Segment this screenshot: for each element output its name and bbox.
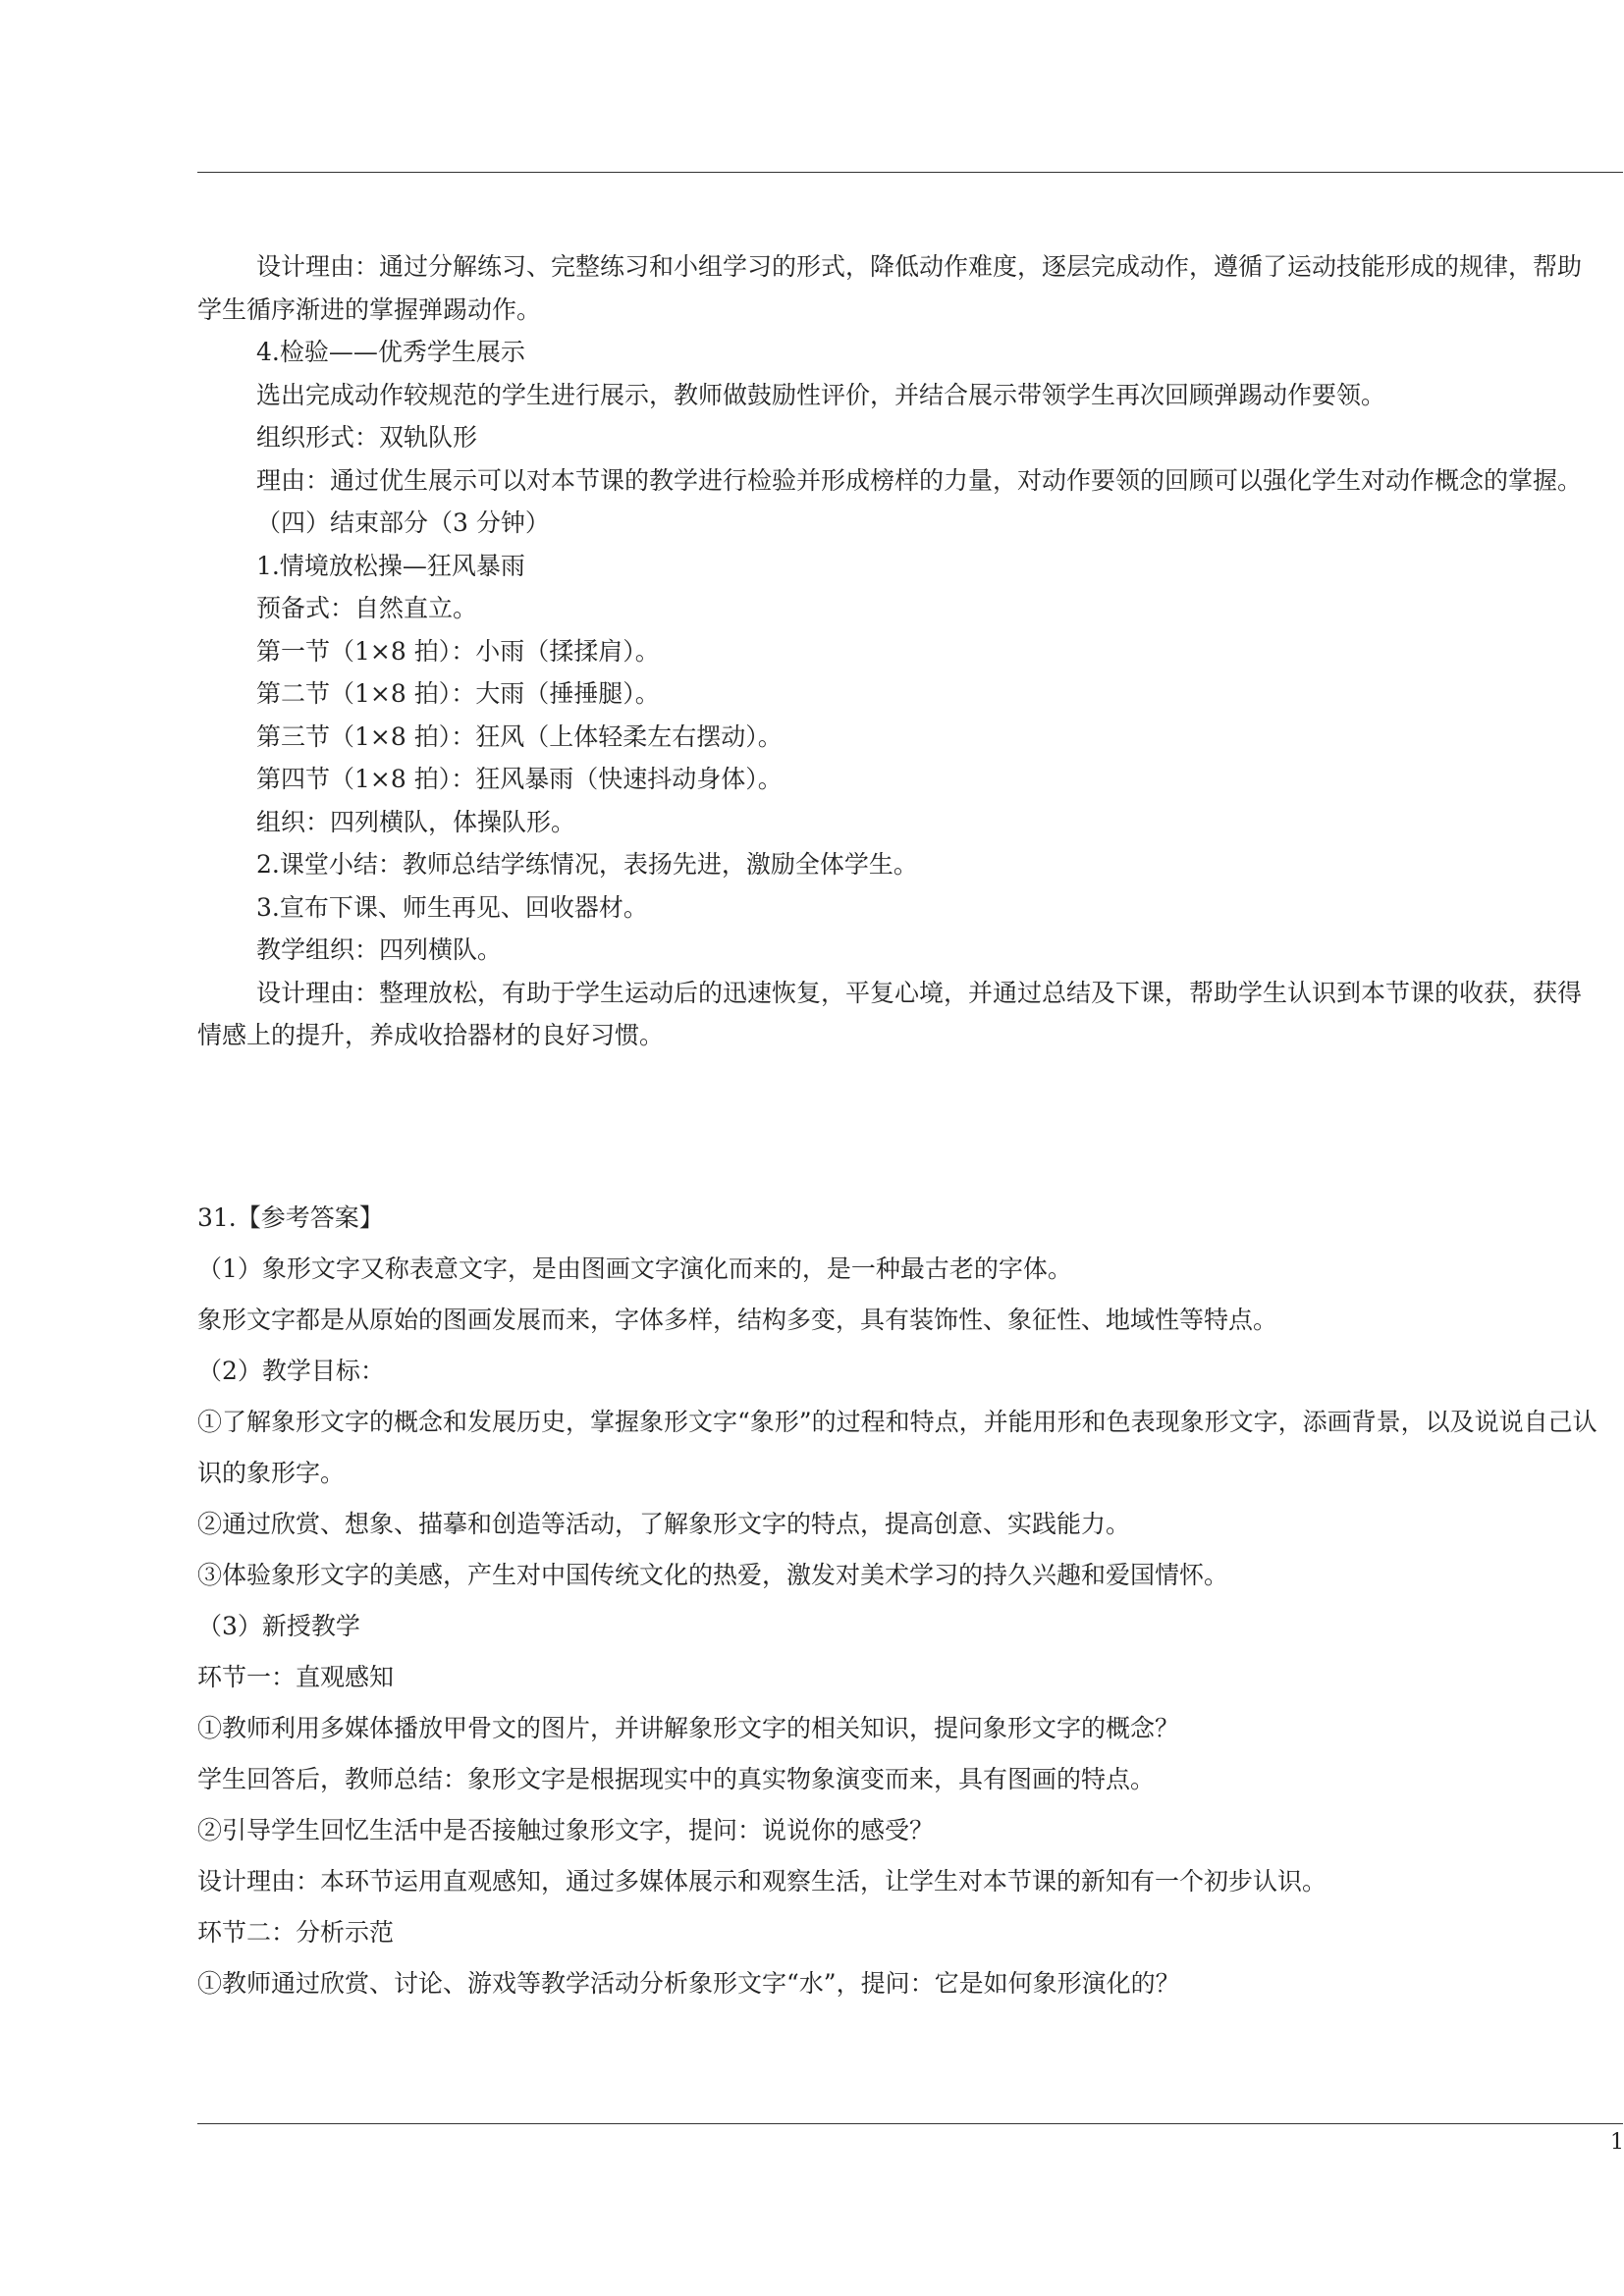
- teaching-organization: 教学组织：四列横队。: [256, 935, 503, 964]
- step-1-reason: 设计理由：本环节运用直观感知，通过多媒体展示和观察生活，让学生对本节课的新知有一个初步认识。: [197, 1867, 1327, 1896]
- section-answer-31: [197, 1193, 1599, 2009]
- step-1-a: ①教师利用多媒体播放甲骨文的图片，并讲解象形文字的相关知识，提问象形文字的概念？: [197, 1714, 1180, 1742]
- section-pe-lesson: [197, 245, 1599, 1057]
- class-summary: 2.课堂小结：教师总结学练情况，表扬先进，激励全体学生。: [256, 850, 918, 879]
- preparation-pose: 预备式：自然直立。: [256, 594, 478, 622]
- answer-q3: （3）新授教学: [197, 1612, 360, 1640]
- paragraph-design-reason-2: 设计理由：整理放松，有助于学生运动后的迅速恢复，平复心境，并通过总结及下课，帮助学生认识到本节课的收获，获得情感上的提升，养成收拾器材的良好习惯。: [197, 978, 1583, 1049]
- answer-q1-detail: 象形文字都是从原始的图画发展而来，字体多样，结构多变，具有装饰性、象征性、地域性等特点。: [197, 1306, 1278, 1334]
- step-1-title: 环节一：直观感知: [197, 1663, 395, 1691]
- goal-2: ②通过欣赏、想象、描摹和创造等活动，了解象形文字的特点，提高创意、实践能力。: [197, 1510, 1131, 1538]
- goal-3: ③体验象形文字的美感，产生对中国传统文化的热爱，激发对美术学习的持久兴趣和爱国情怀。: [197, 1561, 1229, 1589]
- organization-line: 组织：四列横队，体操队形。: [256, 807, 576, 836]
- footer-rule: [197, 2123, 1623, 2124]
- step-2-title: 环节二：分析示范: [197, 1918, 395, 1947]
- section-3-line: 第三节（1×8 拍）：狂风（上体轻柔左右摆动）。: [256, 721, 783, 751]
- step-1-c: ②引导学生回忆生活中是否接触过象形文字，提问：说说你的感受？: [197, 1816, 935, 1844]
- section-2-line: 第二节（1×8 拍）：大雨（捶捶腿）。: [256, 679, 660, 708]
- section-1-line: 第一节（1×8 拍）：小雨（揉揉肩）。: [256, 636, 660, 666]
- item-4-title: 4.检验——优秀学生展示: [256, 338, 525, 366]
- section-4-line: 第四节（1×8 拍）：狂风暴雨（快速抖动身体）。: [256, 765, 783, 793]
- relax-exercise-title: 1.情境放松操—狂风暴雨: [256, 551, 525, 580]
- part-4-heading: （四）结束部分（3 分钟）: [256, 508, 550, 537]
- reason-paragraph: 理由：通过优生展示可以对本节课的教学进行检验并形成榜样的力量，对动作要领的回顾可以强化学生对动作概念的掌握。: [256, 465, 1583, 495]
- paragraph-design-reason-1: 设计理由：通过分解练习、完整练习和小组学习的形式，降低动作难度，逐层完成动作，遵循了运动技能形成的规律，帮助学生循序渐进的掌握弹踢动作。: [197, 252, 1583, 324]
- page-number: 1: [1610, 2130, 1624, 2155]
- step-2-a: ①教师通过欣赏、讨论、游戏等教学活动分析象形文字“水”，提问：它是如何象形演化的？: [197, 1969, 1180, 1998]
- step-1-b: 学生回答后，教师总结：象形文字是根据现实中的真实物象演变而来，具有图画的特点。: [197, 1765, 1156, 1793]
- header-rule: [197, 172, 1623, 173]
- answer-q2: （2）教学目标：: [197, 1357, 385, 1385]
- item-4-text: 选出完成动作较规范的学生进行展示，教师做鼓励性评价，并结合展示带领学生再次回顾弹踢动作要领。: [256, 380, 1386, 409]
- organization-form: 组织形式：双轨队形: [256, 423, 478, 452]
- dismiss-class: 3.宣布下课、师生再见、回收器材。: [256, 892, 648, 922]
- goal-1: ①了解象形文字的概念和发展历史，掌握象形文字“象形”的过程和特点，并能用形和色表现象形文字，添画背景，以及说说自己认识的象形字。: [197, 1408, 1597, 1487]
- answer-heading: 31.【参考答案】: [197, 1203, 384, 1232]
- answer-q1: （1）象形文字又称表意文字，是由图画文字演化而来的，是一种最古老的字体。: [197, 1255, 1072, 1283]
